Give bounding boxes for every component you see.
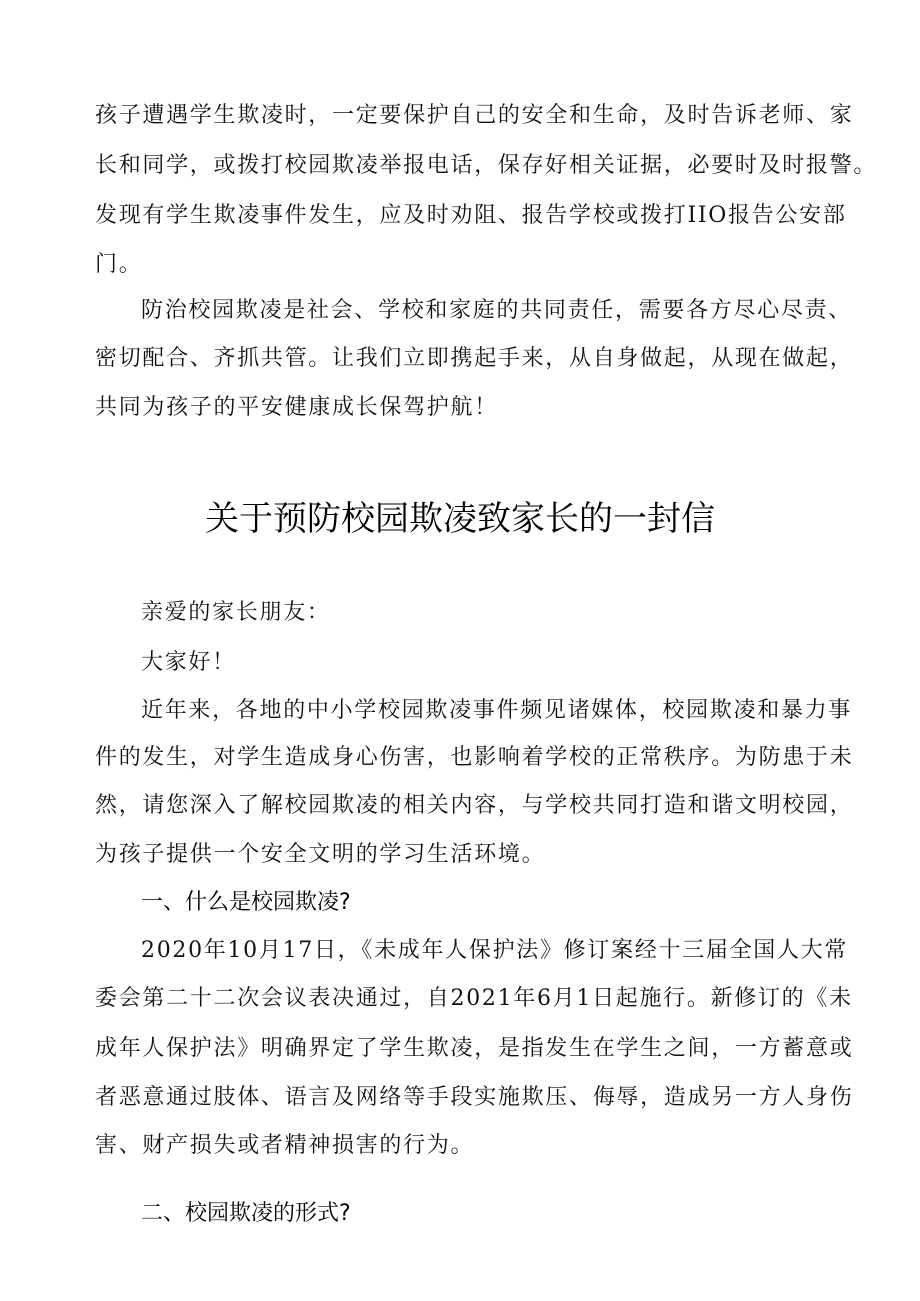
- body-line: 者恶意通过肢体、语言及网络等手段实施欺压、侮辱，造成另一方人身伤: [95, 1085, 854, 1110]
- body-line: 近年来，各地的中小学校园欺凌事件频见诸媒体，校园欺凌和暴力事: [141, 698, 853, 723]
- body-line: 成年人保护法》明确界定了学生欺凌，是指发生在学生之间，一方蓄意或: [95, 1036, 854, 1061]
- body-line: 害、财产损失或者精神损害的行为。: [95, 1133, 475, 1158]
- body-line: 委会第二十二次会议表决通过，自2021年6月1日起施行。新修订的《未: [95, 986, 853, 1011]
- body-line: 发现有学生欺凌事件发生，应及时劝阻、报告学校或拨打IIO报告公安部: [95, 203, 847, 228]
- salutation: 亲爱的家长朋友：: [141, 600, 331, 625]
- body-line: 密切配合、齐抓共管。让我们立即携起手来，从自身做起，从现在做起，: [95, 346, 854, 371]
- section-heading: 二、校园欺凌的形式?: [141, 1201, 351, 1226]
- body-line: 孩子遭遇学生欺凌时，一定要保护自己的安全和生命，及时告诉老师、家: [95, 103, 854, 128]
- body-line: 共同为孩子的平安健康成长保驾护航！: [95, 395, 498, 420]
- body-line: 为孩子提供一个安全文明的学习生活环境。: [95, 842, 546, 867]
- body-line: 长和同学，或拨打校园欺凌举报电话，保存好相关证据，必要时及时报警。: [95, 153, 878, 178]
- body-line: 件的发生，对学生造成身心伤害，也影响着学校的正常秩序。为防患于未: [95, 745, 854, 770]
- section-heading: 一、什么是校园欺凌?: [141, 890, 351, 915]
- page-title: 关于预防校园欺凌致家长的一封信: [205, 499, 715, 539]
- body-line: 2020年10月17日，《未成年人保护法》修订案经十三届全国人大常: [141, 938, 849, 963]
- body-line: 门。: [95, 252, 143, 277]
- greeting: 大家好！: [141, 650, 236, 675]
- body-line: 防治校园欺凌是社会、学校和家庭的共同责任，需要各方尽心尽责、: [141, 298, 853, 323]
- body-line: 然，请您深入了解校园欺凌的相关内容，与学校共同打造和谐文明校园，: [95, 793, 854, 818]
